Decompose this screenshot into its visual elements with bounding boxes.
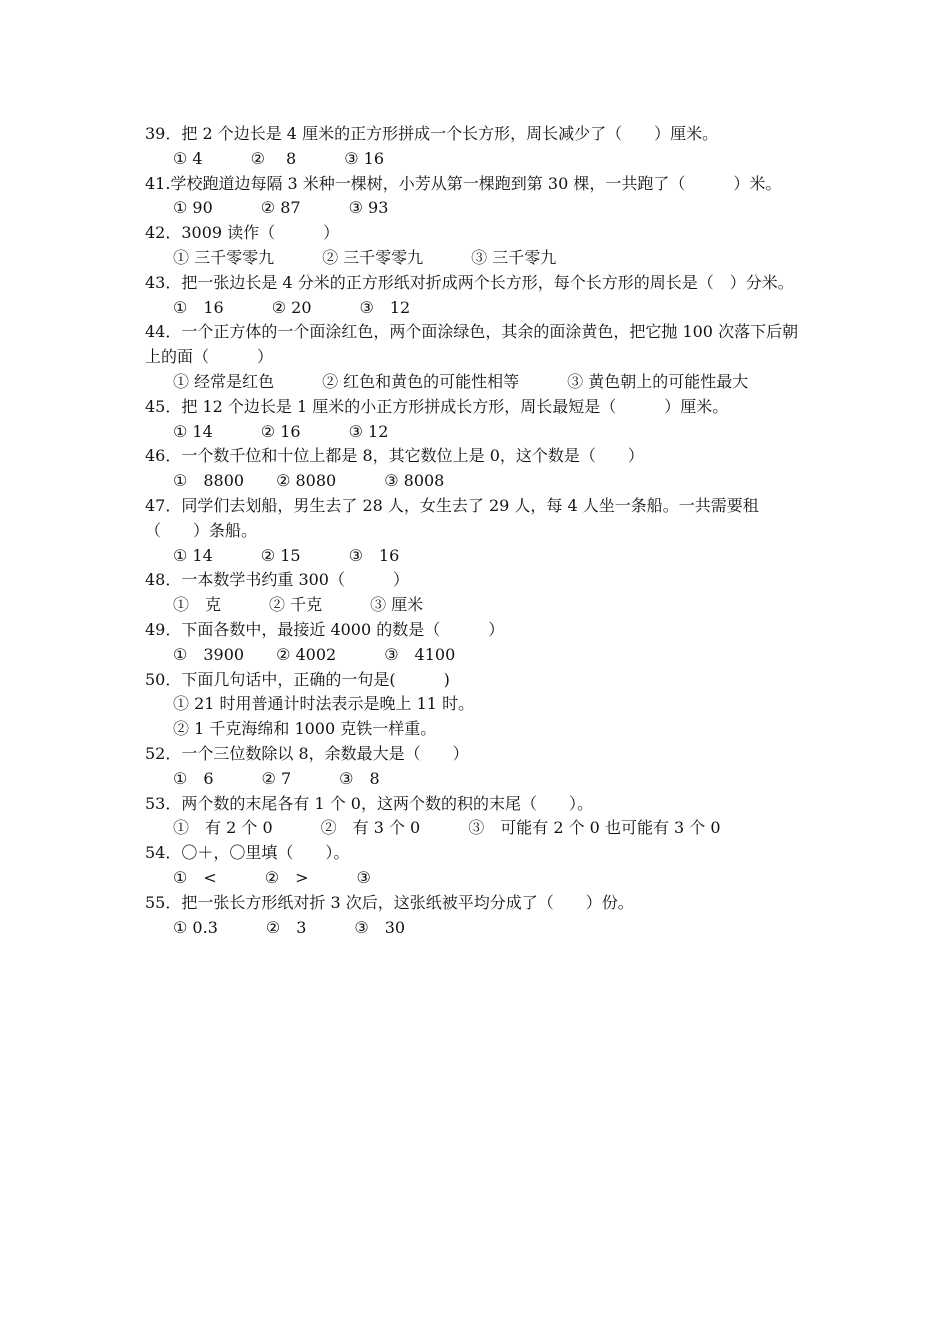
question-stem: 45．把 12 个边长是 1 厘米的小正方形拼成长方形，周长最短是（ ）厘米。 <box>145 396 729 416</box>
question-options: ① 14 ② 15 ③ 16 <box>173 545 400 565</box>
question-options: ① 三千零零九 ② 三千零零九 ③ 三千零九 <box>173 247 557 267</box>
question-options: ① 0.3 ② 3 ③ 30 <box>173 917 406 937</box>
question-stem: 42．3009 读作（ ） <box>145 223 340 243</box>
question-50 <box>145 668 810 742</box>
question-options: ① < ② > ③ <box>173 867 371 887</box>
question-list <box>145 122 810 940</box>
question-41 <box>145 172 810 222</box>
question-stem: 50．下面几句话中，正确的一句是( ) <box>145 669 450 689</box>
question-43 <box>145 271 810 321</box>
question-options: ① 14 ② 16 ③ 12 <box>173 421 389 441</box>
question-stem: 55．把一张长方形纸对折 3 次后，这张纸被平均分成了（ ）份。 <box>145 892 634 912</box>
question-options: ① 8800 ② 8080 ③ 8008 <box>173 471 445 491</box>
question-stem: 39．把 2 个边长是 4 厘米的正方形拼成一个长方形，周长减少了（ ）厘米。 <box>145 124 719 143</box>
question-options: ① 6 ② 7 ③ 8 <box>173 768 380 788</box>
question-stem: 47．同学们去划船，男生去了 28 人，女生去了 29 人，每 4 人坐一条船。一共需要租（ ）条船。 <box>145 495 759 540</box>
question-stem: 41.学校跑道边每隔 3 米种一棵树，小芳从第一棵跑到第 30 棵，一共跑了（ ）米。 <box>145 173 782 193</box>
question-stem: 44．一个正方体的一个面涂红色，两个面涂绿色，其余的面涂黄色，把它抛 100 次落下后朝上的面（ ） <box>145 322 799 367</box>
question-42 <box>145 221 810 271</box>
question-stem: 43．把一张边长是 4 分米的正方形纸对折成两个长方形，每个长方形的周长是（ ）分米。 <box>145 272 794 292</box>
question-44 <box>145 320 810 394</box>
question-options: ① 90 ② 87 ③ 93 <box>173 198 389 218</box>
question-stem: 48．一本数学书约重 300（ ） <box>145 570 409 590</box>
question-47 <box>145 494 810 568</box>
question-55 <box>145 891 810 941</box>
question-53 <box>145 792 810 842</box>
question-options: ① 16 ② 20 ③ 12 <box>173 297 411 317</box>
question-options: ① 4 ② 8 ③ 16 <box>173 148 385 168</box>
question-stem: 52．一个三位数除以 8，余数最大是（ ） <box>145 743 469 763</box>
question-stem: 46．一个数千位和十位上都是 8，其它数位上是 0，这个数是（ ） <box>145 446 644 466</box>
question-45 <box>145 395 810 445</box>
question-stem: 53．两个数的末尾各有 1 个 0，这两个数的积的末尾（ ）。 <box>145 793 593 813</box>
question-options: ① 有 2 个 0 ② 有 3 个 0 ③ 可能有 2 个 0 也可能有 3 个 0 <box>173 818 721 838</box>
question-48 <box>145 568 810 618</box>
question-stem: 54．〇＋，〇里填（ ）。 <box>145 843 350 863</box>
question-option-2: ② 1 千克海绵和 1000 克铁一样重。 <box>173 719 437 739</box>
question-46 <box>145 444 810 494</box>
question-52 <box>145 742 810 792</box>
question-39 <box>145 122 810 172</box>
question-49 <box>145 618 810 668</box>
question-options: ① 3900 ② 4002 ③ 4100 <box>173 644 456 664</box>
question-54 <box>145 841 810 891</box>
question-options: ① 克 ② 千克 ③ 厘米 <box>173 595 424 615</box>
question-options: ① 经常是红色 ② 红色和黄色的可能性相等 ③ 黄色朝上的可能性最大 <box>173 371 749 391</box>
question-stem: 49．下面各数中，最接近 4000 的数是（ ） <box>145 619 505 639</box>
question-option-1: ① 21 时用普通计时法表示是晚上 11 时。 <box>173 694 475 714</box>
